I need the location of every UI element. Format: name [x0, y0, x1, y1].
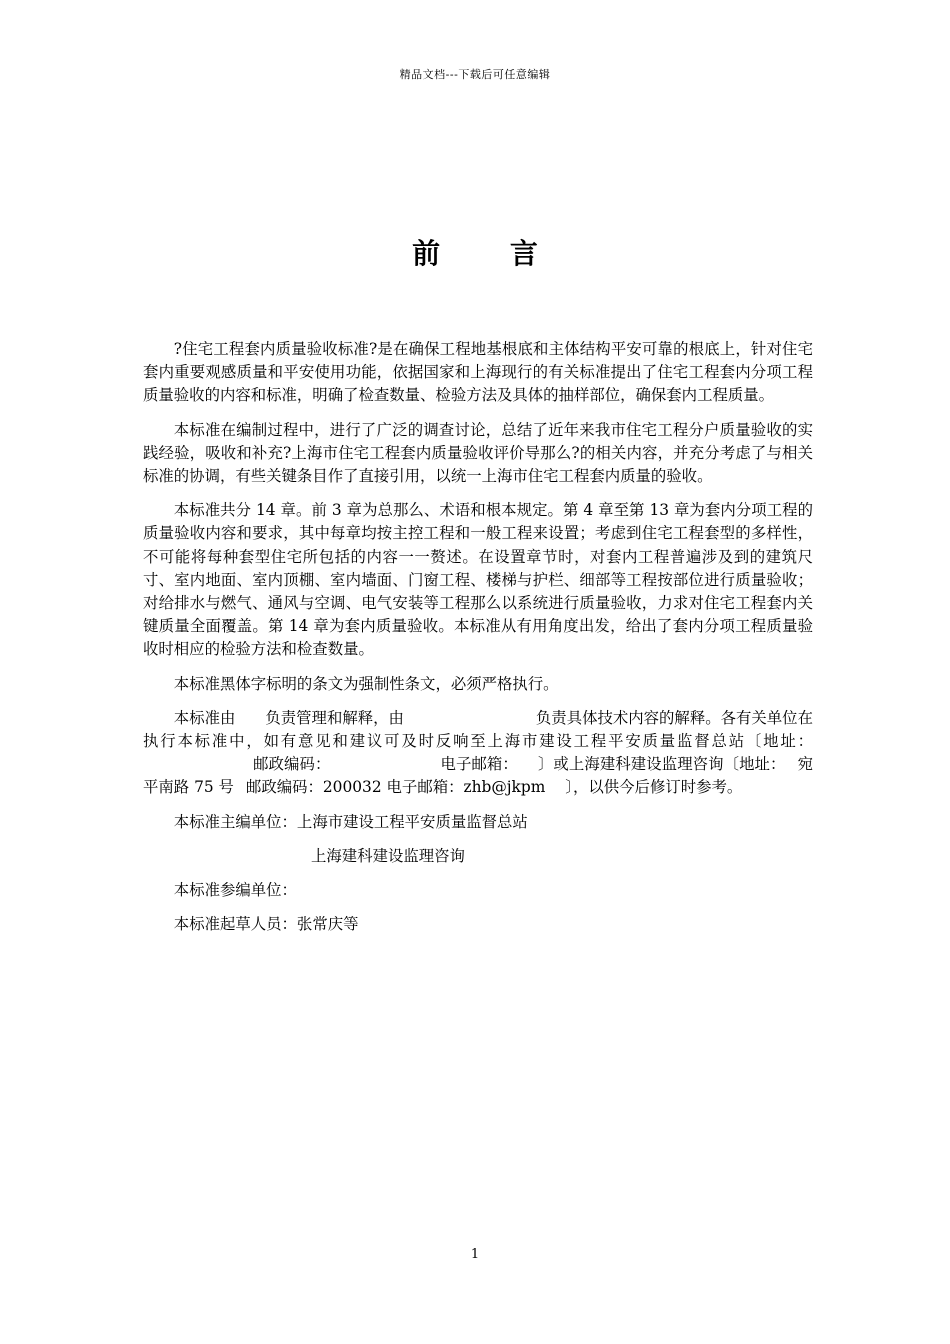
paragraph-structure: 本标准共分 14 章。前 3 章为总那么、术语和根本规定。第 4 章至第 13 章为套内分项工程的质量验收内容和要求，其中每章均按主控工程和一般工程来设置；考虑到住宅工程套型的多样性，不可能将每种套型住宅所包括的内容一一赘述。在设置章节时，对套内工程普遍涉及到的建筑尺寸、室内地面、室内顶棚、室内墙面、门窗工程、楼梯与护栏、细部等工程按部位进行质量验收；对给排水与燃气、通风与空调、电气安装等工程那么以系统进行质量验收，力求对住宅工程套内关键质量全面覆盖。第 14 章为套内质量验收。本标准从有用角度出发，给出了套内分项工程质量验收时相应的检验方法和检查数量。: [143, 501, 813, 659]
management-text-e: 电子邮箱：: [440, 755, 518, 774]
chief-editor-unit-second: 上海建科建设监理咨询: [311, 846, 465, 865]
management-text-g: 宛平南路 75 号: [143, 755, 813, 797]
paragraph-mandatory: 本标准黑体字标明的条文为强制性条文，必须严格执行。: [173, 674, 559, 693]
chief-editor-unit: 本标准主编单位：上海市建设工程平安质量监督总站: [173, 812, 528, 831]
page-number: 1: [470, 1247, 480, 1262]
management-text-a: 本标准由: [173, 708, 236, 727]
page-header: 精品文档---下载后可任意编辑: [399, 68, 551, 81]
participating-units: 本标准参编单位：: [173, 881, 297, 900]
management-text-d: 邮政编码：: [253, 755, 331, 774]
document-body: [143, 338, 813, 947]
paragraph-management: [143, 707, 813, 800]
management-text-b: 负责管理和解释，由: [265, 708, 404, 727]
paragraph-intro: ?住宅工程套内质量验收标准?是在确保工程地基根底和主体结构平安可靠的根底上，针对住宅套内重要观感质量和平安使用功能，依据国家和上海现行的有关标准提出了住宅工程套内分项工程质量验收的内容和标准，明确了检查数量、检验方法及具体的抽样部位，确保套内工程质量。: [143, 340, 813, 405]
management-text-i: 〕，以供今后修订时参考。: [565, 778, 743, 797]
page-title: 前 言: [412, 237, 568, 270]
management-text-h: 邮政编码：200032 电子邮箱：zhb@jkpm: [245, 778, 546, 797]
drafters: 本标准起草人员：张常庆等: [173, 915, 359, 934]
management-text-c: 负责具体技术内容的解释。各有关单位在执行本标准中，如有意见和建议可及时反响至上海市建设工程平安质量监督总站〔地址：: [143, 708, 813, 751]
management-text-f: 〕或上海建科建设监理咨询〔地址：: [537, 755, 786, 774]
paragraph-compilation: 本标准在编制过程中，进行了广泛的调查讨论，总结了近年来我市住宅工程分户质量验收的实践经验，吸收和补充?上海市住宅工程套内质量验收评价导那么?的相关内容，并充分考虑了与相关标准的协调，有些关键条目作了直接引用，以统一上海市住宅工程套内质量的验收。: [143, 420, 813, 486]
